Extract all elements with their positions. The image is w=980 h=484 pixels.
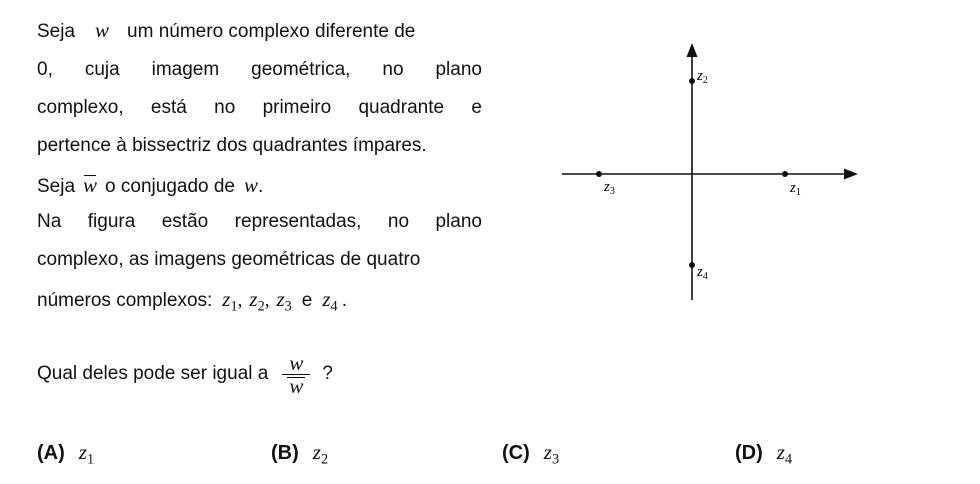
question: [37, 348, 333, 400]
label-z3: $z_3$: [604, 179, 615, 197]
text-word: e: [471, 97, 482, 118]
text-seja: Seja: [37, 21, 76, 42]
option-letter: (A): [37, 442, 65, 464]
text-word: no: [382, 59, 404, 80]
option-value: $z_2$: [312, 440, 329, 468]
math-z1: $z_1$: [222, 287, 238, 315]
text-period: .: [258, 176, 264, 197]
real-axis-arrow-icon: [844, 169, 858, 180]
option-letter: (B): [271, 442, 299, 464]
fraction-denominator: w: [286, 375, 306, 397]
text-segment: complexo, as imagens geométricas de quatro: [37, 249, 421, 270]
option-value: $z_3$: [543, 440, 560, 468]
imaginary-axis-arrow-icon: [687, 43, 698, 57]
point-z2: [689, 78, 695, 84]
option-b[interactable]: [271, 440, 328, 468]
text-segment: um número complexo diferente de: [127, 21, 416, 42]
math-z3: $z_3$: [276, 287, 292, 315]
fraction-w-over-wbar: [282, 352, 310, 397]
option-letter: (C): [502, 442, 530, 464]
fraction-numerator: w: [289, 350, 304, 375]
text-word: imagem: [151, 59, 220, 80]
option-value: $z_1$: [78, 440, 95, 468]
math-comma: ,: [264, 290, 270, 311]
text-word: cuja: [84, 59, 120, 80]
point-z1: [782, 171, 788, 177]
math-w: w: [244, 173, 259, 197]
label-z2: $z_2$: [697, 68, 708, 86]
text-segment: o conjugado de: [105, 176, 235, 197]
text-segment: números complexos:: [37, 290, 213, 311]
label-z1: $z_1$: [790, 180, 801, 198]
point-z3: [596, 171, 602, 177]
math-w: w: [95, 18, 110, 42]
text-word: estão: [161, 211, 209, 232]
option-c[interactable]: [502, 440, 559, 468]
text-word: complexo,: [37, 97, 124, 118]
math-z4: $z_4$: [322, 287, 338, 315]
text-word: plano: [435, 211, 482, 232]
text-word: Na: [37, 211, 62, 232]
text-word: plano: [435, 59, 482, 80]
text-word: está: [150, 97, 187, 118]
math-comma: ,: [237, 290, 243, 311]
text-period: .: [341, 290, 347, 311]
text-segment: pertence à bissectriz dos quadrantes ímpares.: [37, 135, 427, 156]
text-seja: Seja: [37, 176, 76, 197]
text-word: geométrica,: [251, 59, 351, 80]
text-word: no: [387, 211, 410, 232]
option-a[interactable]: [37, 440, 94, 468]
math-w-conjugate: w: [83, 173, 98, 197]
text-word: representadas,: [234, 211, 362, 232]
option-value: $z_4$: [776, 440, 793, 468]
text-zero: 0,: [37, 59, 53, 80]
axes: [562, 43, 858, 300]
option-d[interactable]: [735, 440, 792, 468]
point-z4: [689, 262, 695, 268]
math-z2: $z_2$: [249, 287, 265, 315]
label-z4: $z_4$: [697, 264, 708, 282]
option-letter: (D): [735, 442, 763, 464]
text-word: no: [214, 97, 236, 118]
text-e: e: [301, 290, 313, 311]
text-word: figura: [87, 211, 136, 232]
text-word: primeiro: [262, 97, 332, 118]
question-text: Qual deles pode ser igual a: [37, 363, 269, 384]
text-word: quadrante: [358, 97, 445, 118]
question-mark: ?: [322, 363, 333, 384]
